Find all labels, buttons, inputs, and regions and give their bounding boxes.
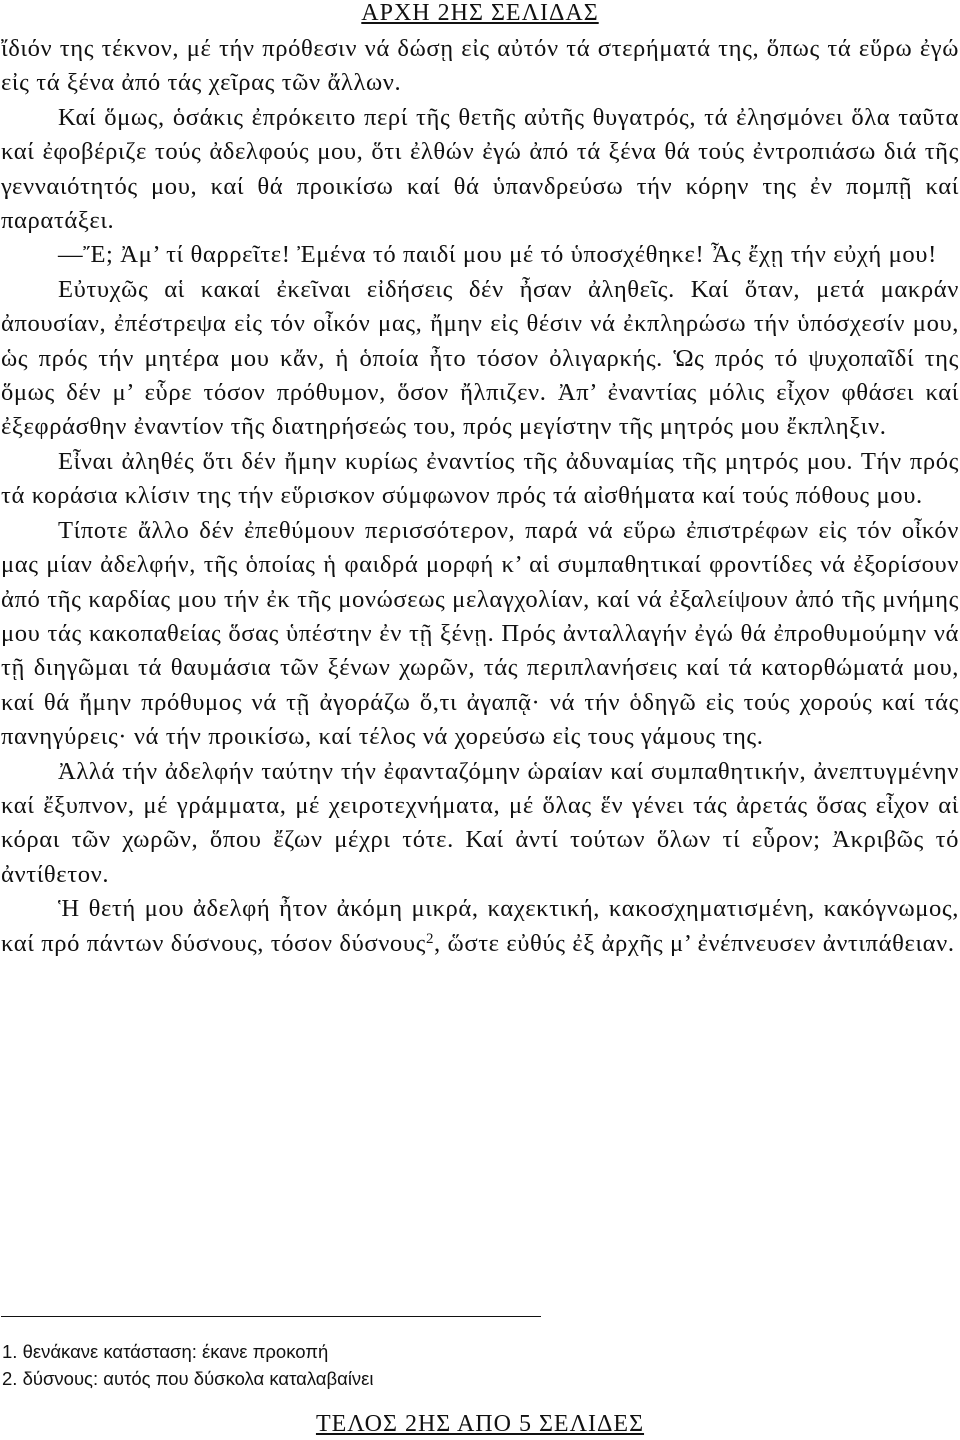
footnote-1: 1. θενάκανε κατάσταση: έκανε προκοπή bbox=[2, 1341, 329, 1362]
paragraph-7: Ἀλλά τήν ἀδελφήν ταύτην τήν ἐφανταζόμην ὡραίαν καί συμπαθητικήν, ἀνεπτυγμένην καί ἔξυπνον, μέ γράμματα, μέ χειροτεχνήματα, μέ ὅλας ἕν γένει τάς ἀρετάς ὅσας εἶχον αἱ κόραι τῶν χωρῶν, ὅπου ἔζων μέχρι τότε. Καί ἀντί τούτων ὅλων τί εὗρον; Ἀκριβῶς τό ἀντίθετον. bbox=[1, 757, 959, 888]
paragraph-8-text: Ἡ θετή μου ἀδελφή ἦτον ἀκόμη μικρά, καχεκτική, κακοσχηματισμένη, κακόγνωμος, καί πρό πάντων δύσνους, τόσον δύσνους bbox=[1, 895, 959, 957]
paragraph-4: Εὐτυχῶς αἱ κακαί ἐκεῖναι εἰδήσεις δέν ἦσαν ἀληθεῖς. Καί ὅταν, μετά μακράν ἀπουσίαν, ἐπέστρεψα εἰς τόν οἶκόν μας, ἤμην εἰς θέσιν νά ἐκπληρώσω τήν ὑπόσχεσίν μου, ὡς πρός τήν μητέρα μου κἄν, ἡ ὁποία ἦτο τόσον ὀλιγαρκής. Ὡς πρός τό ψυχοπαῖδί της ὅμως δέν μ’ εὗρε τόσον πρόθυμον, ὅσον ἤλπιζεν. Ἀπ’ ἐναντίας μόλις εἶχον φθάσει καί ἐξεφράσθην ἐναντίον τῆς διατηρήσεώς του, πρός μεγίστην τῆς μητρός μου ἔκπληξιν. bbox=[1, 275, 959, 441]
body-text bbox=[1, 32, 959, 961]
paragraph-6: Τίποτε ἄλλο δέν ἐπεθύμουν περισσότερον, παρά νά εὕρω ἐπιστρέφων εἰς τόν οἶκόν μας μίαν ἀδελφήν, τῆς ὁποίας ἡ φαιδρά μορφή κ’ αἱ συμπαθητικαί φροντίδες νά ἐξορίσουν ἀπό τῆς καρδίας μου τήν ἐκ τῆς μονώσεως μελαγχολίαν, καί νά ἐξαλείψουν ἀπό τῆς μνήμης μου τάς κακοπαθείας ὅσας ὑπέστην ἐν τῇ ξένῃ. Πρός ἀνταλλαγήν ἐγώ θά ἐπροθυμούμην νά τῇ διηγῶμαι τά θαυμάσια τῶν ξένων χωρῶν, τάς περιπλανήσεις καί τά κατορθώματά μου, καί θά ἤμην πρόθυμος νά τῇ ἀγοράζω ὅ,τι ἀγαπᾷ· νά τήν ὁδηγῶ εἰς τούς χορούς καί τάς πανηγύρεις· νά τήν προικίσω, καί τέλος νά χορεύσω εἰς τους γάμους της. bbox=[1, 516, 959, 751]
paragraph-5: Εἶναι ἀληθές ὅτι δέν ἤμην κυρίως ἐναντίος τῆς ἀδυναμίας τῆς μητρός μου. Τήν πρός τά κοράσια κλίσιν της τήν εὕρισκον σύμφωνον πρός τά αἰσθήματα καί τούς πόθους μου. bbox=[1, 447, 959, 510]
footnotes bbox=[2, 1338, 902, 1392]
paragraph-8-tail: , ὥστε εὐθύς ἐξ ἀρχῆς μ’ ἐνέπνευσεν ἀντιπάθειαν. bbox=[434, 929, 955, 957]
paragraph-2: Καί ὅμως, ὁσάκις ἐπρόκειτο περί τῆς θετῆς αὐτῆς θυγατρός, τά ἐλησμόνει ὅλα ταῦτα καί ἐφοβέριζε τούς ἀδελφούς μου, ὅτι ἐλθών ἐγώ ἀπό τά ξένα θά τούς ἐντροπιάσω διά τῆς γενναιότητός μου, καί θά προικίσω καί θά ὑπανδρεύσω τήν κόρην της ἐν πομπῇ καί παρατάξει. bbox=[1, 103, 959, 235]
footnote-divider bbox=[1, 1316, 541, 1317]
footnote-2: 2. δύσνους: αυτός που δύσκολα καταλαβαίνει bbox=[2, 1368, 374, 1389]
paragraph-3: —Ἔ; Ἀμ’ τί θαρρεῖτε! Ἐμένα τό παιδί μου μέ τό ὑποσχέθηκε! Ἆς ἔχῃ τήν εὐχή μου! bbox=[58, 241, 937, 269]
page-footer-title: ΤΕΛΟΣ 2ΗΣ ΑΠΟ 5 ΣΕΛΙΔΕΣ bbox=[315, 1411, 645, 1437]
paragraph-1: ἴδιόν της τέκνον, μέ τήν πρόθεσιν νά δώσῃ εἰς αὐτόν τά στερήματά της, ὅπως τά εὕρω ἐγώ εἰς τά ξένα ἀπό τάς χεῖρας τῶν ἄλλων. bbox=[1, 35, 959, 97]
page-header-title: ΑΡΧΗ 2ΗΣ ΣΕΛΙΔΑΣ bbox=[361, 0, 599, 26]
paragraph-8 bbox=[1, 892, 959, 961]
footnote-ref-2: 2 bbox=[425, 930, 435, 947]
